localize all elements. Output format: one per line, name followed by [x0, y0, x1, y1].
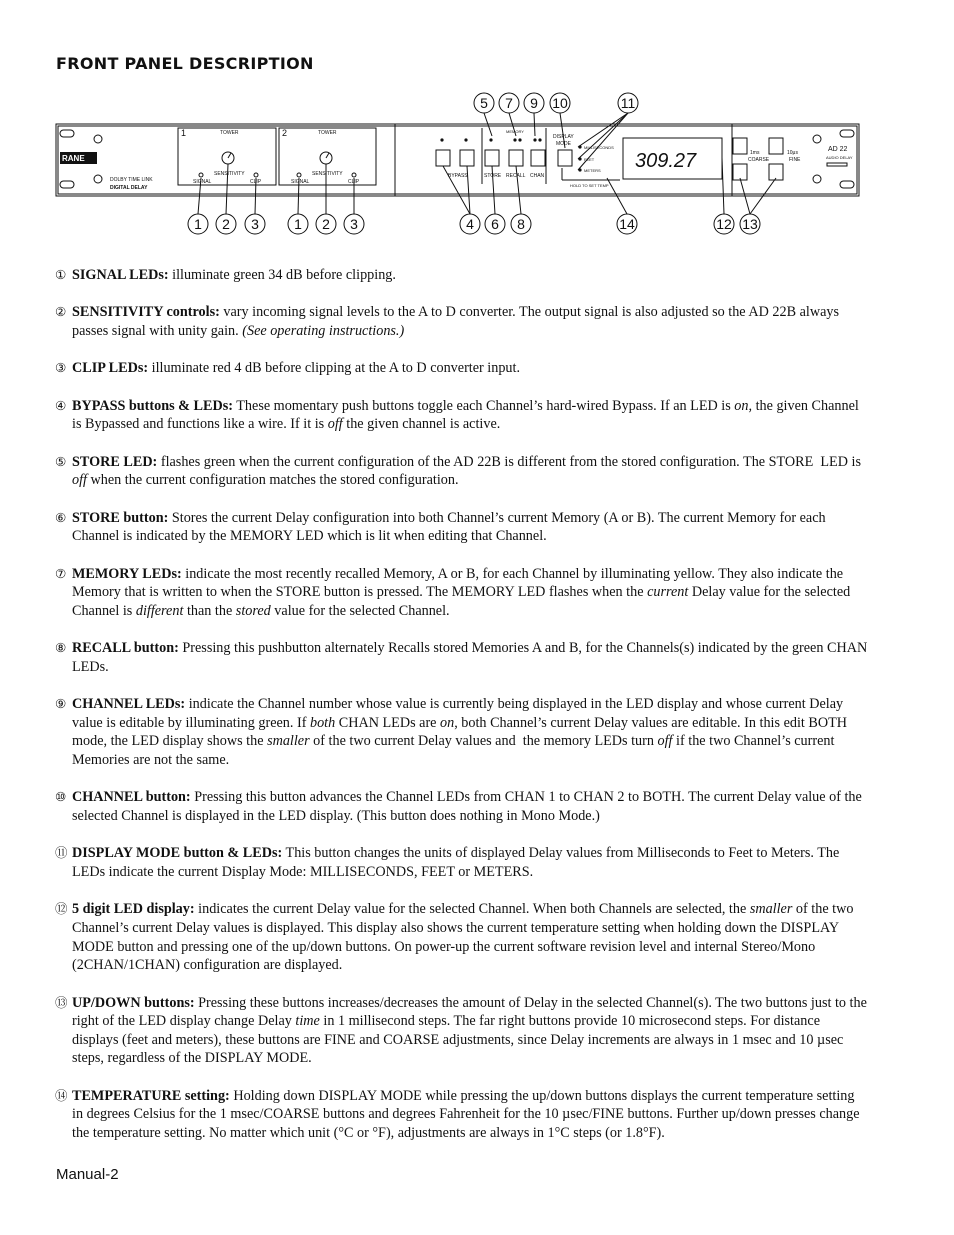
page-footer: Manual-2 [56, 1166, 119, 1183]
milliseconds-label: MILLISECONDS [584, 145, 614, 150]
item-number: ① [55, 267, 67, 282]
item-text: illuminate red 4 dB before clipping at the A to D converter input. [148, 360, 521, 377]
item-label: SIGNAL LEDs: [72, 267, 169, 283]
ch2-signal: SIGNAL [291, 179, 310, 185]
callout-3b: 3 [350, 216, 358, 232]
item-text: Stores the current Delay configuration into both Channel’s current Memory (A or B). The current Memory for each Channel is indicated by the MEMORY LED which is lit when editing that Channel. [72, 509, 826, 545]
callout-9: 9 [530, 95, 538, 111]
hold-label: HOLD TO SET TEMP [570, 183, 609, 188]
brand-sub2: DIGITAL DELAY [110, 185, 148, 191]
item-text: Pressing this button advances the Channel LEDs from CHAN 1 to CHAN 2 to BOTH. The current Delay value of the selected Channel is displayed in the LED display. (This button does nothing in Mono Mode.) [72, 789, 862, 825]
model-label: AD 22 [828, 146, 848, 153]
item-text: This button changes the units of displayed Delay values from Milliseconds to Feet to Meters. The LEDs indicate the current Display Mode: MILLISECONDS, FEET or METERS. [72, 845, 840, 881]
ch2-label: 2 [282, 128, 288, 138]
item-text: These momentary push buttons toggle each Channel’s hard-wired Bypass. If an LED is on, the given Channel is Bypassed and functions like a wire. If it is off the given channel is active. [72, 397, 859, 433]
item-label: CLIP LEDs: [72, 360, 149, 377]
meters-label: METERS [584, 168, 601, 173]
callout-2b: 2 [322, 216, 330, 232]
item-label: 5 digit LED display: [72, 901, 195, 918]
callout-4: 4 [466, 216, 474, 232]
list-item [56, 359, 868, 378]
item-label: SENSITIVITY controls: [72, 304, 220, 321]
callout-13: 13 [742, 216, 758, 232]
mode-label: MODE [556, 141, 571, 147]
item-number: ⑨ [55, 696, 67, 712]
item-text: flashes green when the current configuration of the AD 22B is different from the stored configuration. The STORE LED is off when the current configuration matches the stored configuration. [72, 453, 861, 489]
callout-1b: 1 [294, 216, 302, 232]
feet-label: FEET [584, 157, 595, 162]
model-sub: AUDIO DELAY [826, 155, 853, 160]
item-label: DISPLAY MODE button & LEDs: [72, 845, 283, 862]
item-label: CHANNEL button: [72, 789, 191, 806]
ch1-clip: CLIP [250, 179, 262, 185]
item-number: ② [55, 304, 67, 320]
list-item [56, 565, 868, 621]
item-number: ⑪ [55, 845, 68, 861]
page-title: FRONT PANEL DESCRIPTION [56, 54, 314, 73]
item-text: illuminate green 34 dB before clipping. [168, 267, 396, 283]
msec-label: 1ms [750, 150, 760, 156]
ch2-tower: TOWER [318, 130, 337, 136]
item-text: Pressing this pushbutton alternately Recalls stored Memories A and B, for the Channels(s) indicated by the green CHAN LEDs. [72, 640, 868, 675]
item-label: STORE LED: [72, 453, 158, 470]
list-item [56, 453, 868, 490]
memory-label: MEMORY [506, 129, 524, 134]
callout-10: 10 [552, 95, 568, 111]
list-item [56, 303, 868, 340]
ch1-label: 1 [181, 128, 187, 138]
item-number: ④ [55, 397, 67, 413]
list-item [56, 900, 868, 974]
display-label: DISPLAY [553, 134, 574, 140]
item-text: indicate the most recently recalled Memory, A or B, for each Channel by illuminating yellow. They also indicate the Memory that is written to when the STORE button is pressed. The MEMORY LED flashes when the current Delay value for the selected Channel is different than the stored value for the selected Channel. [72, 565, 851, 619]
item-number: ③ [55, 360, 67, 376]
ch1-signal: SIGNAL [193, 179, 212, 185]
list-item [56, 844, 868, 881]
callout-14: 14 [619, 216, 635, 232]
callout-3a: 3 [251, 216, 259, 232]
ch1-sensitivity: SENSITIVITY [214, 171, 245, 177]
list-item [56, 639, 868, 676]
ch2-sensitivity: SENSITIVITY [312, 171, 343, 177]
led-readout: 309.27 [635, 150, 697, 172]
item-number: ⑤ [55, 453, 67, 469]
item-text: indicate the Channel number whose value is currently being displayed in the LED display and whose current Delay value is editable by illuminating green. If both CHAN LEDs are on, both Channel’s current Delay values are editable. In this edit BOTH mode, the LED display shows the smaller of the two current Delay values and the memory LEDs turn off if the two Channel’s current Memories are not the same. [72, 696, 848, 769]
coarse-label: COARSE [748, 157, 770, 163]
callout-11: 11 [620, 95, 636, 111]
item-number: ⑦ [55, 565, 67, 581]
item-label: RECALL button: [72, 640, 179, 657]
front-panel-diagram [50, 88, 870, 248]
usec-label: 10μs [787, 150, 798, 156]
callout-5: 5 [480, 95, 488, 111]
callout-8: 8 [517, 216, 525, 232]
item-number: ⑭ [55, 1087, 68, 1103]
item-text: Holding down DISPLAY MODE while pressing the up/down buttons displays the current temperature setting in degrees Celsius for the 1 msec/COARSE buttons and degrees Fahrenheit for the 10 µsec/FINE buttons. Further up/down presses change the temperature setting. No matter which unit (°C or °F), adjustments are always in 1°C steps (or 1.8°F). [72, 1087, 860, 1141]
item-text: vary incoming signal levels to the A to D converter. The output signal is also adjusted so the AD 22B always passes signal with unity gain. (See operating instructions.) [72, 304, 839, 339]
store-label: STORE [484, 173, 502, 179]
list-item [56, 266, 868, 285]
bypass-label: BYPASS [448, 173, 468, 179]
item-label: MEMORY LEDs: [72, 565, 182, 582]
list-item [56, 994, 868, 1068]
item-number: ⑫ [55, 901, 68, 917]
item-number: ⑩ [55, 789, 67, 805]
brand-logo: RANE [62, 154, 85, 163]
list-item [56, 1087, 868, 1143]
callout-6: 6 [491, 216, 499, 232]
item-number: ⑧ [55, 640, 67, 656]
description-list [56, 266, 868, 1161]
list-item [56, 397, 868, 434]
list-item [56, 788, 868, 825]
list-item [56, 509, 868, 546]
item-label: UP/DOWN buttons: [72, 994, 195, 1011]
fine-label: FINE [789, 157, 801, 163]
item-label: STORE button: [72, 509, 169, 526]
ch1-tower: TOWER [220, 130, 239, 136]
item-number: ⑬ [55, 994, 68, 1010]
callout-7: 7 [505, 95, 513, 111]
ch2-clip: CLIP [348, 179, 360, 185]
list-item [56, 695, 868, 769]
item-text: indicates the current Delay value for the selected Channel. When both Channels are selected, the smaller of the two Channel’s current Delay values is displayed. This display also shows the current temperature setting when holding down the DISPLAY MODE button and pressing one of the up/down buttons. On power-up the current software revision level and internal Stereo/Mono (2CHAN/1CHAN) configuration are displayed. [72, 901, 854, 974]
callout-1a: 1 [194, 216, 202, 232]
brand-sub: DOLBY TIME LINK [110, 177, 153, 183]
callout-12: 12 [716, 216, 732, 232]
chan-label: CHAN [530, 173, 545, 179]
item-label: TEMPERATURE setting: [72, 1087, 230, 1104]
recall-label: RECALL [506, 173, 526, 179]
item-number: ⑥ [55, 509, 67, 525]
item-label: CHANNEL LEDs: [72, 696, 186, 713]
item-text: Pressing these buttons increases/decreases the amount of Delay in the selected Channel(s). The two buttons just to the right of the LED display change Delay time in 1 millisecond steps. The far right buttons provide 10 microsecond steps. For distance displays (feet and meters), these buttons are FINE and COARSE adjustments, since Delay increments are always in 1 msec and 10 µsec steps, regardless of the DISPLAY MODE. [72, 994, 867, 1067]
item-label: BYPASS buttons & LEDs: [72, 397, 233, 414]
callout-2a: 2 [222, 216, 230, 232]
